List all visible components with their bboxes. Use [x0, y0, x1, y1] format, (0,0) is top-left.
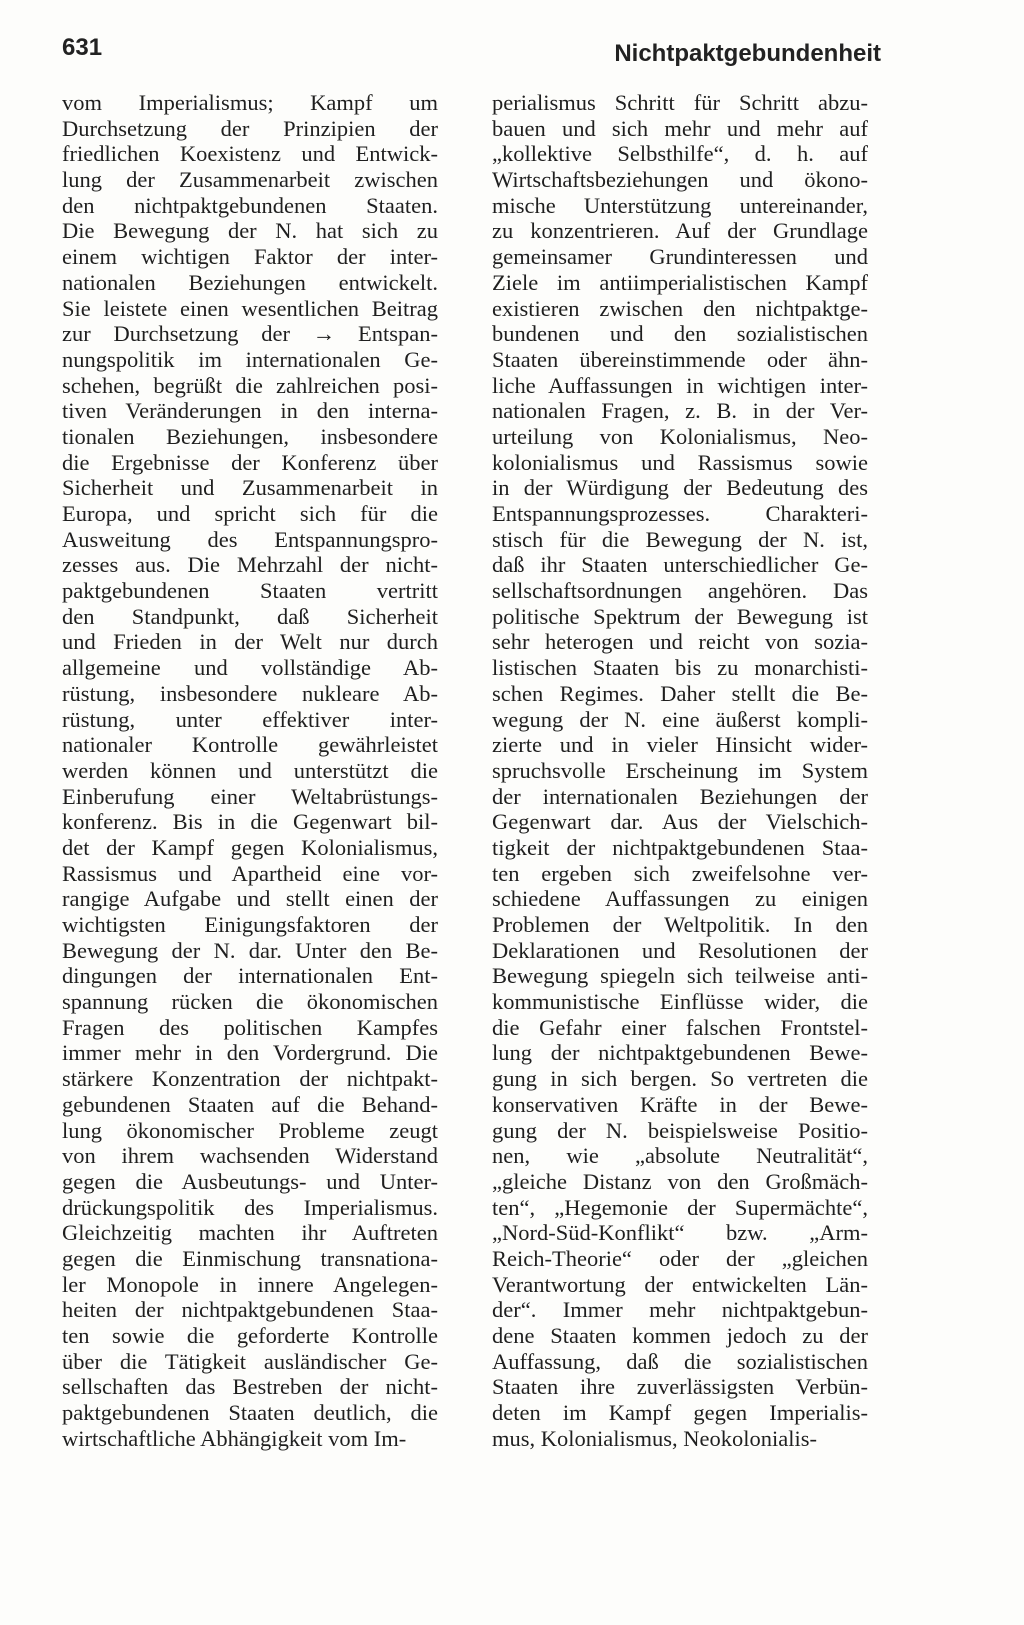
text-line: tigkeit der nichtpaktgebundenen Staa-: [492, 834, 868, 860]
text-line: ler Monopole in innere Angelegen-: [62, 1271, 438, 1297]
text-line: dingungen der internationalen Ent-: [62, 963, 438, 989]
text-line: schiedene Auffassungen zu einigen: [492, 886, 868, 912]
text-line: deten im Kampf gegen Imperialis-: [492, 1400, 868, 1426]
text-line: bundenen und den sozialistischen: [492, 321, 868, 347]
text-line: nen, wie „absolute Neutralität“,: [492, 1143, 868, 1169]
text-line: Gegenwart dar. Aus der Vielschich-: [492, 809, 868, 835]
text-line: wirtschaftliche Abhängigkeit vom Im-: [62, 1425, 407, 1451]
text-line: dene Staaten kommen jedoch zu der: [492, 1323, 868, 1348]
text-line: Sicherheit und Zusammenarbeit in: [62, 475, 438, 501]
text-line: Die Bewegung der N. hat sich zu: [62, 218, 438, 244]
text-column-left: [62, 90, 438, 1451]
text-line: wegung der N. eine äußerst kompli-: [492, 706, 868, 732]
text-line: nationalen Fragen, z. B. in der Ver-: [492, 398, 868, 424]
text-line: ten sowie die geforderte Kontrolle: [62, 1323, 438, 1348]
text-line: kolonialismus und Rassismus sowie: [492, 449, 868, 475]
text-line: spannung rücken die ökonomischen: [62, 989, 438, 1015]
text-line: Deklarationen und Resolutionen der: [492, 937, 868, 963]
text-line: politische Spektrum der Bewegung ist: [492, 603, 868, 629]
text-line: det der Kampf gegen Kolonialismus,: [62, 834, 438, 860]
text-line: Durchsetzung der Prinzipien der: [62, 115, 438, 141]
page-number: 631: [62, 34, 103, 61]
text-line: sellschaften das Bestreben der nicht-: [62, 1374, 438, 1400]
running-head: Nichtpaktgebundenheit: [614, 40, 881, 67]
text-line: sehr heterogen und reicht von sozia-: [492, 629, 868, 655]
text-line: gegen die Ausbeutungs- und Unter-: [62, 1168, 438, 1194]
text-line: mische Unterstützung untereinander,: [492, 192, 868, 218]
text-line: gebundenen Staaten auf die Behand-: [62, 1091, 438, 1117]
text-line: allgemeine und vollständige Ab-: [62, 655, 438, 681]
text-line: gung der N. beispielsweise Positio-: [492, 1117, 868, 1143]
text-line: Einberufung einer Weltabrüstungs-: [62, 783, 438, 809]
text-line: nungspolitik im internationalen Ge-: [62, 346, 438, 372]
text-line: friedlichen Koexistenz und Entwick-: [62, 141, 438, 167]
text-line: vom Imperialismus; Kampf um: [62, 90, 438, 115]
text-line: konservativen Kräfte in der Bewe-: [492, 1091, 868, 1117]
text-line: lung der Zusammenarbeit zwischen: [62, 167, 438, 193]
text-line: perialismus Schritt für Schritt abzu-: [492, 90, 868, 115]
text-line: der“. Immer mehr nichtpaktgebun-: [492, 1297, 868, 1323]
text-line: Verantwortung der entwickelten Län-: [492, 1271, 868, 1297]
text-line: existieren zwischen den nichtpaktge-: [492, 295, 868, 321]
text-line: Europa, und spricht sich für die: [62, 501, 438, 526]
text-line: stärkere Konzentration der nichtpakt-: [62, 1066, 438, 1092]
text-line: Ausweitung des Entspannungspro-: [62, 526, 438, 552]
text-line: nationalen Beziehungen entwickelt.: [62, 269, 438, 295]
text-line: und Frieden in der Welt nur durch: [62, 629, 438, 655]
text-line: listischen Staaten bis zu monarchisti-: [492, 655, 868, 681]
text-line: tionalen Beziehungen, insbesondere: [62, 423, 438, 449]
text-line: Ziele im antiimperialistischen Kampf: [492, 269, 868, 295]
text-line: von ihrem wachsenden Widerstand: [62, 1143, 438, 1169]
text-line: Entspannungsprozesses. Charakteri-: [492, 501, 868, 526]
text-line: Staaten ihre zuverlässigsten Verbün-: [492, 1374, 868, 1400]
text-line: die Ergebnisse der Konferenz über: [62, 449, 438, 475]
text-line: lung ökonomischer Probleme zeugt: [62, 1117, 438, 1143]
text-line: die Gefahr einer falschen Frontstel-: [492, 1014, 868, 1040]
text-line: zesses aus. Die Mehrzahl der nicht-: [62, 552, 438, 578]
text-line: über die Tätigkeit ausländischer Ge-: [62, 1348, 438, 1374]
text-line: daß ihr Staaten unterschiedlicher Ge-: [492, 552, 868, 578]
text-line: konferenz. Bis in die Gegenwart bil-: [62, 809, 438, 835]
text-line: gung in sich bergen. So vertreten die: [492, 1066, 868, 1092]
text-line: Reich-Theorie“ oder der „gleichen: [492, 1245, 868, 1271]
text-line: „kollektive Selbsthilfe“, d. h. auf: [492, 141, 868, 167]
text-line: drückungspolitik des Imperialismus.: [62, 1194, 438, 1220]
text-line: ten“, „Hegemonie der Supermächte“,: [492, 1194, 868, 1220]
text-line: wichtigsten Einigungsfaktoren der: [62, 912, 438, 937]
text-line: mus, Kolonialismus, Neokolonialis-: [492, 1425, 817, 1451]
text-line: paktgebundenen Staaten vertritt: [62, 578, 438, 604]
text-line: den nichtpaktgebundenen Staaten.: [62, 192, 438, 218]
text-line: den Standpunkt, daß Sicherheit: [62, 603, 438, 629]
text-line: liche Auffassungen in wichtigen inter-: [492, 372, 868, 398]
text-line: tiven Veränderungen in den interna-: [62, 398, 438, 424]
text-line: „Nord-Süd-Konflikt“ bzw. „Arm-: [492, 1220, 868, 1246]
text-line: Staaten übereinstimmende oder ähn-: [492, 346, 868, 372]
text-line: Fragen des politischen Kampfes: [62, 1014, 438, 1040]
text-line: kommunistische Einflüsse wider, die: [492, 989, 868, 1015]
text-line: Rassismus und Apartheid eine vor-: [62, 860, 438, 886]
text-column-right: [492, 90, 868, 1451]
text-line: ten ergeben sich zweifelsohne ver-: [492, 860, 868, 886]
text-line: spruchsvolle Erscheinung im System: [492, 757, 868, 783]
text-line: paktgebundenen Staaten deutlich, die: [62, 1400, 438, 1426]
text-line: Bewegung der N. dar. Unter den Be-: [62, 937, 438, 963]
text-line: zu konzentrieren. Auf der Grundlage: [492, 218, 868, 244]
text-line: stisch für die Bewegung der N. ist,: [492, 526, 868, 552]
text-line: Bewegung spiegeln sich teilweise anti-: [492, 963, 868, 989]
text-line: bauen und sich mehr und mehr auf: [492, 115, 868, 141]
text-line: urteilung von Kolonialismus, Neo-: [492, 423, 868, 449]
text-line: schen Regimes. Daher stellt die Be-: [492, 680, 868, 706]
text-line: sellschaftsordnungen angehören. Das: [492, 578, 868, 604]
text-line: Auffassung, daß die sozialistischen: [492, 1348, 868, 1374]
text-line: immer mehr in den Vordergrund. Die: [62, 1040, 438, 1066]
text-line: „gleiche Distanz von den Großmäch-: [492, 1168, 868, 1194]
text-line: nationaler Kontrolle gewährleistet: [62, 732, 438, 758]
text-line: werden können und unterstützt die: [62, 757, 438, 783]
text-line: gegen die Einmischung transnationa-: [62, 1245, 438, 1271]
text-line: der internationalen Beziehungen der: [492, 783, 868, 809]
text-line: gemeinsamer Grundinteressen und: [492, 244, 868, 270]
text-line: schehen, begrüßt die zahlreichen posi-: [62, 372, 438, 398]
text-line: einem wichtigen Faktor der inter-: [62, 244, 438, 270]
text-line: rüstung, unter effektiver inter-: [62, 706, 438, 732]
text-line: Wirtschaftsbeziehungen und ökono-: [492, 167, 868, 193]
text-line: rüstung, insbesondere nukleare Ab-: [62, 680, 438, 706]
text-line: lung der nichtpaktgebundenen Bewe-: [492, 1040, 868, 1066]
text-line: rangige Aufgabe und stellt einen der: [62, 886, 438, 912]
text-line: in der Würdigung der Bedeutung des: [492, 475, 868, 501]
text-line: heiten der nichtpaktgebundenen Staa-: [62, 1297, 438, 1323]
text-line: Gleichzeitig machten ihr Auftreten: [62, 1220, 438, 1246]
text-line: Problemen der Weltpolitik. In den: [492, 912, 868, 937]
text-line: Sie leistete einen wesentlichen Beitrag: [62, 295, 438, 321]
text-line: zierte und in vieler Hinsicht wider-: [492, 732, 868, 758]
text-line: zur Durchsetzung der → Entspan-: [62, 321, 438, 347]
